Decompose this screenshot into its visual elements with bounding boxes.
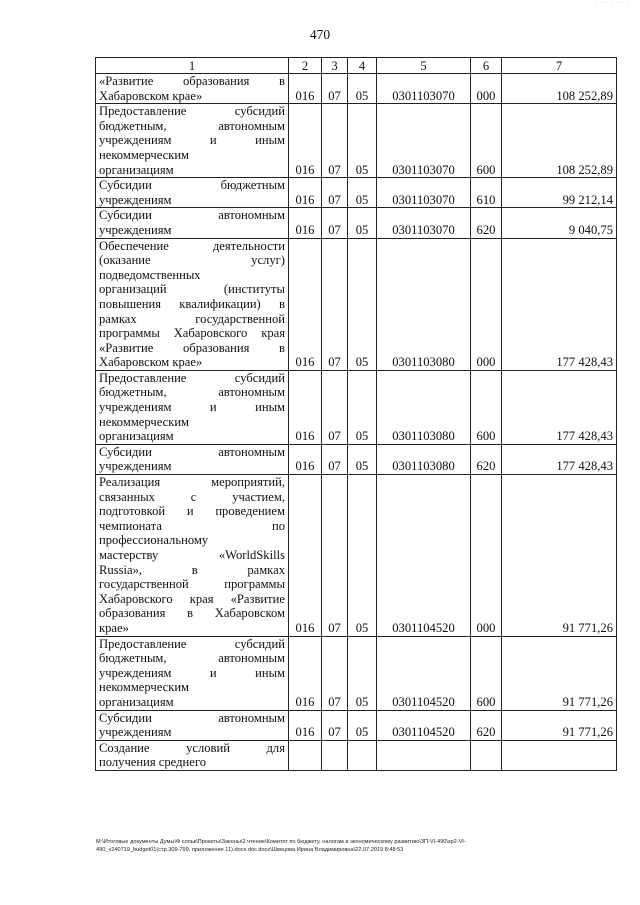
footer-line: M:\Итоговые документы Думы\Ф сопьк\Проекты\Законы\2 чтение\Комитет по бюджету, налогам и экономическому развитию\ЗП-VI-490\зр2-VI- — [96, 839, 466, 845]
amount-value: 177 428,43 — [502, 444, 617, 474]
subsection-code — [348, 740, 377, 770]
subsection-code: 05 — [348, 208, 377, 238]
description-line: Хабаровском крае» — [99, 88, 203, 103]
description-line: «Развитие образования в — [99, 74, 285, 88]
target-article-code: 0301103070 — [377, 74, 471, 104]
ministry-code: 016 — [289, 370, 322, 444]
expense-type-code: 600 — [471, 636, 502, 710]
table-row — [96, 475, 617, 637]
column-header: 2 — [289, 58, 322, 74]
column-header: 3 — [322, 58, 348, 74]
budget-table — [95, 57, 617, 771]
description-line: Russia», в рамках — [99, 562, 285, 577]
subsection-code: 05 — [348, 104, 377, 178]
description-line: Хабаровском крае» — [99, 355, 203, 370]
description-line: образования в Хабаровском — [99, 606, 285, 621]
description-line: учреждениям — [99, 725, 172, 740]
table-row — [96, 740, 617, 770]
ministry-code: 016 — [289, 710, 322, 740]
header-row — [96, 58, 617, 74]
subsection-code: 05 — [348, 636, 377, 710]
target-article-code: 0301103080 — [377, 444, 471, 474]
ministry-code: 016 — [289, 104, 322, 178]
row-description — [96, 475, 289, 637]
description-line: Предоставление субсидий — [99, 636, 285, 651]
description-line: чемпионата по — [99, 518, 285, 533]
target-article-code: 0301103080 — [377, 370, 471, 444]
section-code — [322, 740, 348, 770]
amount-value: 177 428,43 — [502, 370, 617, 444]
row-description — [96, 238, 289, 370]
description-line: некоммерческим — [99, 147, 190, 162]
amount-value: 91 771,26 — [502, 636, 617, 710]
target-article-code: 0301103070 — [377, 104, 471, 178]
amount-value: 9 040,75 — [502, 208, 617, 238]
section-code: 07 — [322, 238, 348, 370]
description-line: Хабаровского края «Развитие — [99, 591, 285, 606]
footer-line: 490_v240719_budget01(стр.309-799, приложение 11).docx.doc.docx\Швецова Ирина Владимировна\22.07.2019 8:48:53 — [96, 847, 404, 853]
row-description — [96, 710, 289, 740]
column-header: 5 — [377, 58, 471, 74]
table-row — [96, 238, 617, 370]
ministry-code: 016 — [289, 74, 322, 104]
description-line: Субсидии автономным — [99, 710, 285, 725]
subsection-code: 05 — [348, 178, 377, 208]
amount-value: 108 252,89 — [502, 104, 617, 178]
description-line: подготовкой и проведением — [99, 504, 285, 519]
expense-type-code: 610 — [471, 178, 502, 208]
section-code: 07 — [322, 104, 348, 178]
section-code: 07 — [322, 444, 348, 474]
description-line: получения среднего — [99, 755, 206, 770]
description-line: организациям — [99, 162, 174, 177]
table-row — [96, 636, 617, 710]
ministry-code — [289, 740, 322, 770]
description-line: Создание условий для — [99, 740, 285, 755]
description-line: некоммерческим — [99, 680, 190, 695]
expense-type-code: 600 — [471, 370, 502, 444]
section-code: 07 — [322, 74, 348, 104]
target-article-code: 0301103080 — [377, 238, 471, 370]
description-line: (оказание услуг) — [99, 253, 285, 268]
expense-type-code: 600 — [471, 104, 502, 178]
description-line: учреждениям — [99, 222, 172, 237]
description-line: учреждениям — [99, 192, 172, 207]
row-description — [96, 444, 289, 474]
description-line: крае» — [99, 620, 129, 635]
target-article-code: 0301103070 — [377, 178, 471, 208]
page-number: 470 — [309, 27, 331, 42]
ministry-code: 016 — [289, 238, 322, 370]
row-description — [96, 74, 289, 104]
amount-value: 91 771,26 — [502, 710, 617, 740]
row-description — [96, 740, 289, 770]
expense-type-code: 000 — [471, 475, 502, 637]
section-code: 07 — [322, 710, 348, 740]
target-article-code: 0301104520 — [377, 636, 471, 710]
description-line: Предоставление субсидий — [99, 104, 285, 119]
amount-value: 99 212,14 — [502, 178, 617, 208]
row-description — [96, 370, 289, 444]
table-row — [96, 178, 617, 208]
expense-type-code: 620 — [471, 710, 502, 740]
description-line: организациям — [99, 429, 174, 444]
target-article-code: 0301104520 — [377, 475, 471, 637]
expense-type-code: 620 — [471, 208, 502, 238]
column-header: 6 — [471, 58, 502, 74]
subsection-code: 05 — [348, 710, 377, 740]
description-line: рамках государственной — [99, 311, 285, 326]
amount-value: 108 252,89 — [502, 74, 617, 104]
expense-type-code: 620 — [471, 444, 502, 474]
subsection-code: 05 — [348, 370, 377, 444]
target-article-code — [377, 740, 471, 770]
description-line: бюджетным, автономным — [99, 118, 285, 133]
description-line: учреждениям и иным — [99, 133, 285, 148]
subsection-code: 05 — [348, 444, 377, 474]
table-row — [96, 208, 617, 238]
amount-value — [502, 740, 617, 770]
description-line: Реализация мероприятий, — [99, 475, 285, 490]
section-code: 07 — [322, 208, 348, 238]
expense-type-code: 000 — [471, 74, 502, 104]
ministry-code: 016 — [289, 178, 322, 208]
description-line: подведомственных — [99, 267, 201, 282]
amount-value: 91 771,26 — [502, 475, 617, 637]
description-line: организаций (институты — [99, 282, 285, 297]
row-description — [96, 104, 289, 178]
table-row — [96, 370, 617, 444]
subsection-code: 05 — [348, 74, 377, 104]
column-header: 1 — [96, 58, 289, 74]
section-code: 07 — [322, 636, 348, 710]
file-path-footer — [96, 838, 616, 854]
table-row — [96, 710, 617, 740]
table-body — [96, 58, 617, 771]
description-line: бюджетным, автономным — [99, 385, 285, 400]
column-header: 4 — [348, 58, 377, 74]
description-line: бюджетным, автономным — [99, 651, 285, 666]
table-row — [96, 444, 617, 474]
row-description — [96, 636, 289, 710]
expense-type-code: 000 — [471, 238, 502, 370]
description-line: Предоставление субсидий — [99, 370, 285, 385]
ministry-code: 016 — [289, 636, 322, 710]
ministry-code: 016 — [289, 444, 322, 474]
corner-mark: · · · · · · · · — [594, 0, 636, 6]
table-row — [96, 104, 617, 178]
section-code: 07 — [322, 178, 348, 208]
table-row — [96, 74, 617, 104]
description-line: Субсидии автономным — [99, 208, 285, 223]
description-line: повышения квалификации) в — [99, 296, 285, 311]
ministry-code: 016 — [289, 475, 322, 637]
amount-value: 177 428,43 — [502, 238, 617, 370]
row-description — [96, 208, 289, 238]
description-line: учреждениям и иным — [99, 665, 285, 680]
description-line: государственной программы — [99, 577, 285, 592]
section-code: 07 — [322, 370, 348, 444]
ministry-code: 016 — [289, 208, 322, 238]
description-line: мастерству «WorldSkills — [99, 548, 285, 562]
description-line: учреждениям и иным — [99, 400, 285, 415]
description-line: «Развитие образования в — [99, 340, 285, 355]
description-line: учреждениям — [99, 459, 172, 474]
row-description — [96, 178, 289, 208]
description-line: связанных с участием, — [99, 489, 285, 504]
section-code: 07 — [322, 475, 348, 637]
description-line: некоммерческим — [99, 414, 190, 429]
description-line: организациям — [99, 694, 174, 709]
subsection-code: 05 — [348, 475, 377, 637]
description-line: профессиональному — [99, 533, 209, 548]
column-header: 7 — [502, 58, 617, 74]
description-line: программы Хабаровского края — [99, 326, 285, 341]
description-line: Субсидии автономным — [99, 444, 285, 459]
target-article-code: 0301104520 — [377, 710, 471, 740]
target-article-code: 0301103070 — [377, 208, 471, 238]
expense-type-code — [471, 740, 502, 770]
description-line: Обеспечение деятельности — [99, 238, 285, 253]
subsection-code: 05 — [348, 238, 377, 370]
description-line: Субсидии бюджетным — [99, 178, 285, 193]
